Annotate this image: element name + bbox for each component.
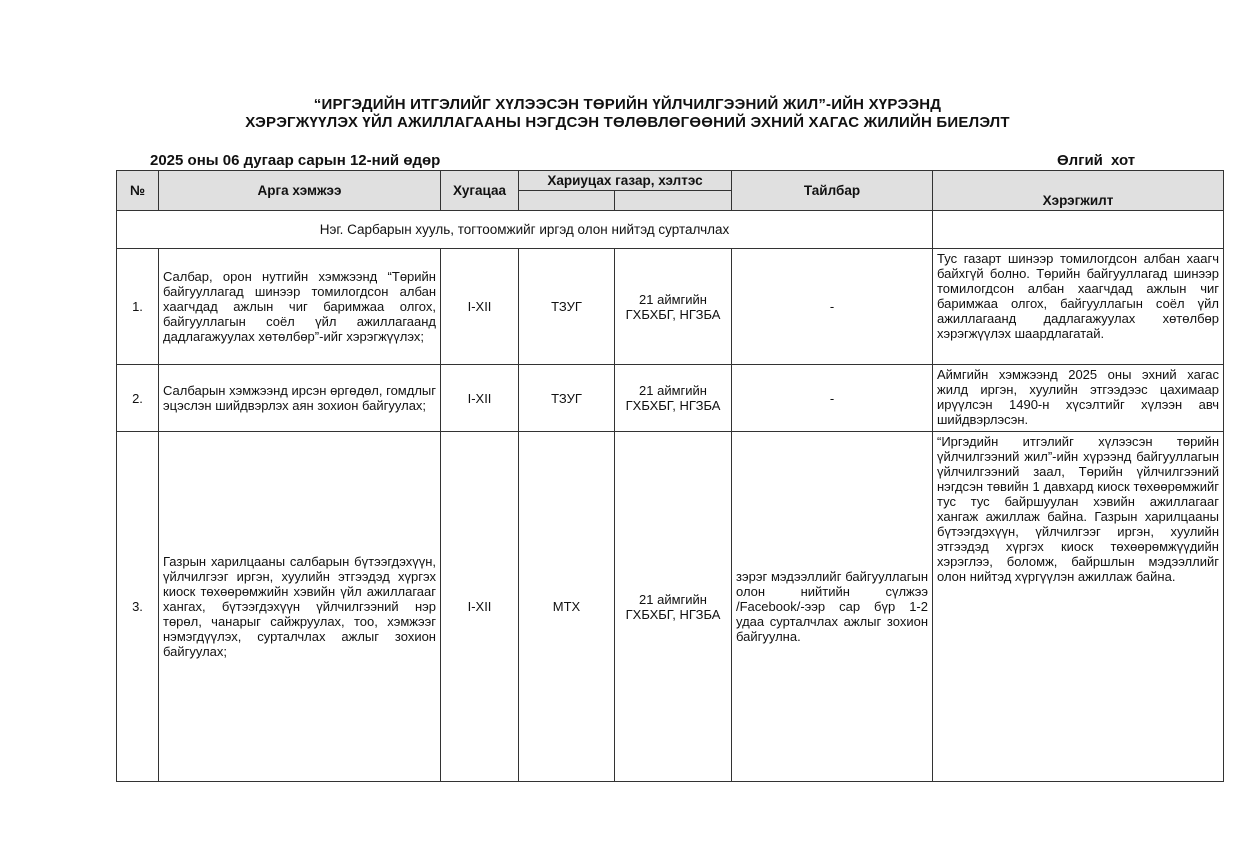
- col-header-partner: [615, 191, 732, 211]
- document-date: 2025 оны 06 дугаар сарын 12-ний өдөр: [150, 152, 441, 169]
- section-title: Нэг. Сарбарын хууль, тогтоомжийг иргэд олон нийтэд сурталчлах: [117, 211, 933, 249]
- document-title: [0, 96, 1255, 132]
- row-note: зэрэг мэдээллийг байгууллагын олон нийтийн сүлжээ /Facebook/-ээр сар бүр 1-2 удаа сурталчлах ажлыг зохион байгуулна.: [732, 432, 933, 782]
- row-note: -: [732, 365, 933, 432]
- row-partner: 21 аймгийн ГХБХБГ, НГЗБА: [615, 365, 732, 432]
- col-header-no: №: [117, 171, 159, 211]
- row-unit: МТХ: [519, 432, 615, 782]
- document-place: Өлгий хот: [1057, 152, 1136, 169]
- row-action: Салбарын хэмжээнд ирсэн өргөдөл, гомдлыг эцэслэн шийдвэрлэх аян зохион байгуулах;: [159, 365, 441, 432]
- plan-table: [116, 170, 1224, 782]
- row-period: I-XII: [441, 249, 519, 365]
- col-header-action: Арга хэмжээ: [159, 171, 441, 211]
- table-header-row: [117, 171, 1224, 191]
- row-partner: 21 аймгийн ГХБХБГ, НГЗБА: [615, 249, 732, 365]
- col-header-note: Тайлбар: [732, 171, 933, 211]
- row-action: Газрын харилцааны салбарын бүтээгдэхүүн, үйлчилгээг иргэн, хуулийн этгээдэд хүргэх киоск төхөөрөмжийн хэвийн үйл ажиллагааг хангах, бүтээгдэхүүн үйлчилгээний нэр төрөл, чанарыг сайжруулах, тоо, хэмжээг нэмэгдүүлэх, сурталчлах ажлыг зохион байгуулах;: [159, 432, 441, 782]
- col-header-unit: [519, 191, 615, 211]
- col-header-implementation: Хэрэгжилт: [933, 171, 1224, 211]
- title-line-1: “ИРГЭДИЙН ИТГЭЛИЙГ ХҮЛЭЭСЭН ТӨРИЙН ҮЙЛЧИЛГЭЭНИЙ ЖИЛ”-ИЙН ХҮРЭЭНД: [313, 96, 942, 113]
- row-unit: ТЗУГ: [519, 249, 615, 365]
- row-period: I-XII: [441, 432, 519, 782]
- row-implementation: Аймгийн хэмжээнд 2025 оны эхний хагас жилд иргэн, хуулийн этгээдээс цахимаар ирүүлсэн 1490-н хүсэлтийг хүлээн авч шийдвэрлэсэн.: [933, 365, 1224, 432]
- section-row: [117, 211, 1224, 249]
- col-header-responsible: Хариуцах газар, хэлтэс: [519, 171, 732, 191]
- table-row: [117, 365, 1224, 432]
- row-implementation: Тус газарт шинээр томилогдсон албан хаагч байхгүй болно. Төрийн байгууллагад шинээр томилогдсон албан хаагчдад ажлын чиг баримжаа олгох, байгууллагын соёл үйл ажиллагаанд дадлагажуулах хөтөлбөр хэрэгжүүлэх шаардлагатай.: [933, 249, 1224, 365]
- row-action: Салбар, орон нутгийн хэмжээнд “Төрийн байгууллагад шинээр томилогдсон албан хаагчдад ажлын чиг баримжаа олгох, байгууллагын соёл үйл ажиллагаанд дадлагажуулах хөтөлбөр”-ийг хэрэгжүүлэх;: [159, 249, 441, 365]
- row-no: 1.: [117, 249, 159, 365]
- section-empty-cell: [933, 211, 1224, 249]
- table-row: [117, 432, 1224, 782]
- row-no: 3.: [117, 432, 159, 782]
- table-row: [117, 249, 1224, 365]
- row-period: I-XII: [441, 365, 519, 432]
- row-no: 2.: [117, 365, 159, 432]
- row-unit: ТЗУГ: [519, 365, 615, 432]
- col-header-period: Хугацаа: [441, 171, 519, 211]
- title-line-2: ХЭРЭГЖҮҮЛЭХ ҮЙЛ АЖИЛЛАГААНЫ НЭГДСЭН ТӨЛӨВЛӨГӨӨНИЙ ЭХНИЙ ХАГАС ЖИЛИЙН БИЕЛЭЛТ: [245, 114, 1010, 131]
- row-implementation: “Иргэдийн итгэлийг хүлээсэн төрийн үйлчилгээний жил”-ийн хүрээнд байгууллагын үйлчилгээний заал, Төрийн үйлчилгээний нэгдсэн төвийн 1 давхард киоск төхөөрөмжийг тус тус байршуулан хэвийн ажиллагааг хангаж ажиллаж байна. Газрын харилцааны бүтээгдэхүүн, үйлчилгээг иргэн, хуулийн этгээдэд хүргэх киоск төхөөрөмжүүдийн хэрэглээ, боломж, байршлын мэдээллийг олон нийтэд хүргүүлэн ажиллаж байна.: [933, 432, 1224, 782]
- row-partner: 21 аймгийн ГХБХБГ, НГЗБА: [615, 432, 732, 782]
- row-note: -: [732, 249, 933, 365]
